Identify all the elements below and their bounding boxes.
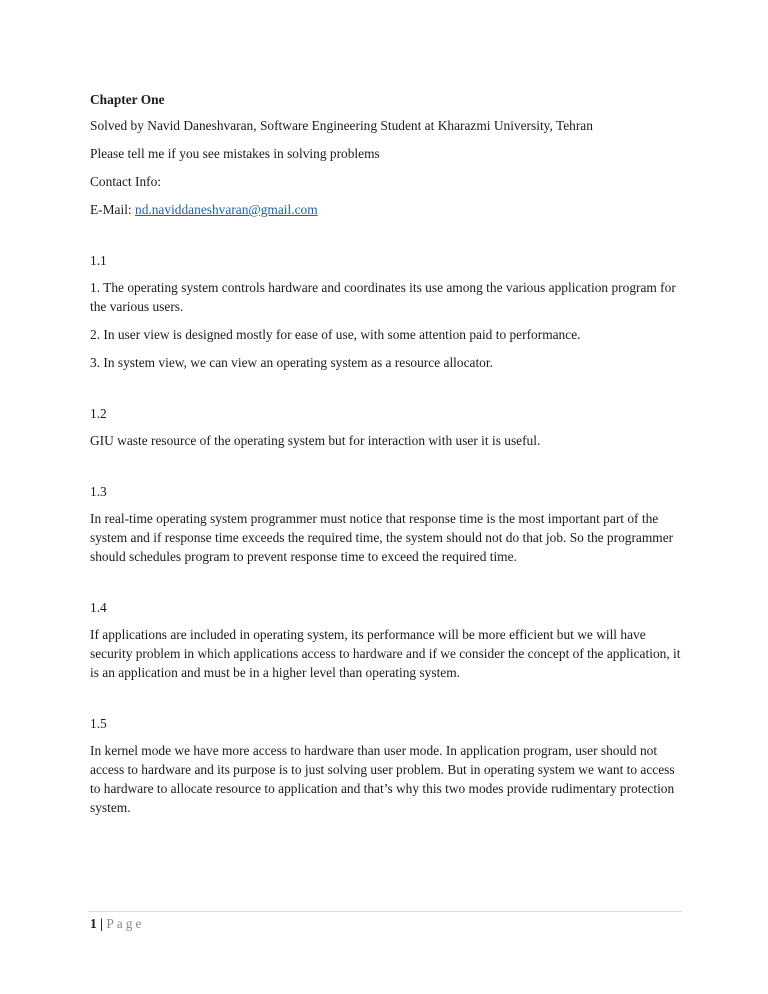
section-paragraph: In real-time operating system programmer must notice that response time is the most important part of the system and if response time exceeds the required time, the system should not do that job. So the programmer should schedules program to prevent response time to exceed the required time. bbox=[90, 511, 674, 564]
page-content bbox=[90, 90, 682, 826]
section-paragraph: 3. In system view, we can view an operating system as a resource allocator. bbox=[90, 355, 493, 370]
email-label: E-Mail: bbox=[90, 202, 135, 217]
section-1-3 bbox=[90, 482, 682, 566]
section-paragraph: 1. The operating system controls hardware and coordinates its use among the various application program for the various users. bbox=[90, 280, 676, 314]
page-number: 1 bbox=[90, 916, 97, 931]
section-paragraph: In kernel mode we have more access to hardware than user mode. In application program, user should not access to hardware and its purpose is to just solving user problem. But in operating system we want to access to hardware to allocate resource to application and that’s why this two modes provide rudimentary protection system. bbox=[90, 743, 675, 815]
chapter-title: Chapter One bbox=[90, 92, 165, 107]
section-number: 1.4 bbox=[90, 600, 107, 615]
section-paragraph: GIU waste resource of the operating system but for interaction with user it is useful. bbox=[90, 433, 541, 448]
author-line: Solved by Navid Daneshvaran, Software Engineering Student at Kharazmi University, Tehran bbox=[90, 118, 593, 133]
contact-label: Contact Info: bbox=[90, 174, 162, 189]
section-number: 1.1 bbox=[90, 253, 107, 268]
email-link[interactable]: nd.naviddaneshvaran@gmail.com bbox=[135, 202, 318, 217]
section-number: 1.2 bbox=[90, 406, 107, 421]
footer-divider bbox=[88, 911, 682, 912]
section-1-4 bbox=[90, 598, 682, 682]
page-label: Page bbox=[106, 916, 145, 931]
section-1-5 bbox=[90, 714, 682, 817]
email-line bbox=[90, 200, 682, 219]
section-1-1 bbox=[90, 251, 682, 372]
section-number: 1.3 bbox=[90, 484, 107, 499]
section-paragraph: If applications are included in operating system, its performance will be more efficient but we will have security problem in which applications access to hardware and if we consider the concept of the application, it is an application and must be in a higher level than operating system. bbox=[90, 627, 681, 680]
page-footer bbox=[90, 915, 144, 933]
section-1-2 bbox=[90, 404, 682, 450]
footer-separator: | bbox=[96, 916, 107, 931]
section-paragraph: 2. In user view is designed mostly for ease of use, with some attention paid to performance. bbox=[90, 327, 581, 342]
request-line: Please tell me if you see mistakes in solving problems bbox=[90, 146, 380, 161]
section-number: 1.5 bbox=[90, 716, 107, 731]
